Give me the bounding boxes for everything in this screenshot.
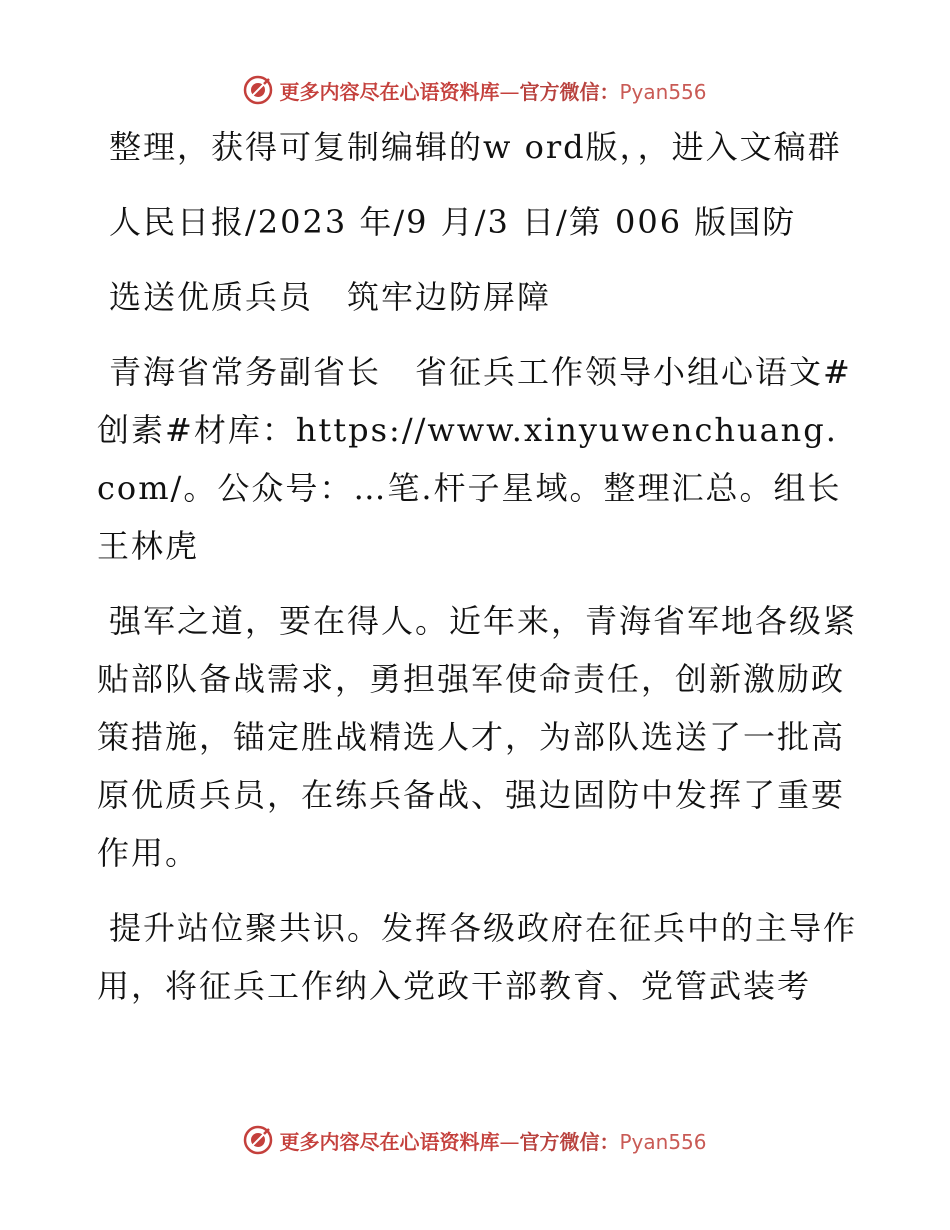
paragraph-body-1: 强军之道，要在得人。近年来，青海省军地各级紧贴部队备战需求，勇担强军使命责任，创新激励政策措施，锚定胜战精选人才，为部队选送了一批高原优质兵员，在练兵备战、强边固防中发挥了重要作用。 bbox=[97, 602, 858, 872]
banner-dash: — bbox=[499, 79, 520, 104]
paragraph-intro: 整理，获得可复制编辑的w ord版，，进入文稿群 bbox=[109, 128, 842, 166]
footer-watermark bbox=[0, 1120, 950, 1160]
banner-wechat-label: 官方微信： bbox=[519, 79, 620, 104]
banner-wechat-id: Pyan556 bbox=[619, 1129, 707, 1154]
banner-lead-text: 更多内容尽在心语资料库 bbox=[279, 79, 500, 104]
banner-wechat-id: Pyan556 bbox=[619, 79, 707, 104]
document-body bbox=[97, 118, 876, 1032]
banner-wechat-label: 官方微信： bbox=[519, 1129, 620, 1154]
pen-logo-icon bbox=[243, 1125, 273, 1155]
header-watermark bbox=[0, 70, 950, 110]
paragraph-source: 人民日报/2023 年/9 月/3 日/第 006 版国防 bbox=[109, 203, 797, 241]
paragraph-body-2: 提升站位聚共识。发挥各级政府在征兵中的主导作用，将征兵工作纳入党政干部教育、党管武装考 bbox=[97, 909, 858, 1005]
paragraph-author: 青海省常务副省长 省征兵工作领导小组心语文#创素#材库：https://www.xinyuwenchuang.com/。公众号：…笔.杆子星域。整理汇总。组长 王林虎 bbox=[97, 353, 876, 565]
article-title: 选送优质兵员 筑牢边防屏障 bbox=[109, 278, 552, 316]
banner-dash: — bbox=[499, 1129, 520, 1154]
banner-lead-text: 更多内容尽在心语资料库 bbox=[279, 1129, 500, 1154]
pen-logo-icon bbox=[243, 75, 273, 105]
